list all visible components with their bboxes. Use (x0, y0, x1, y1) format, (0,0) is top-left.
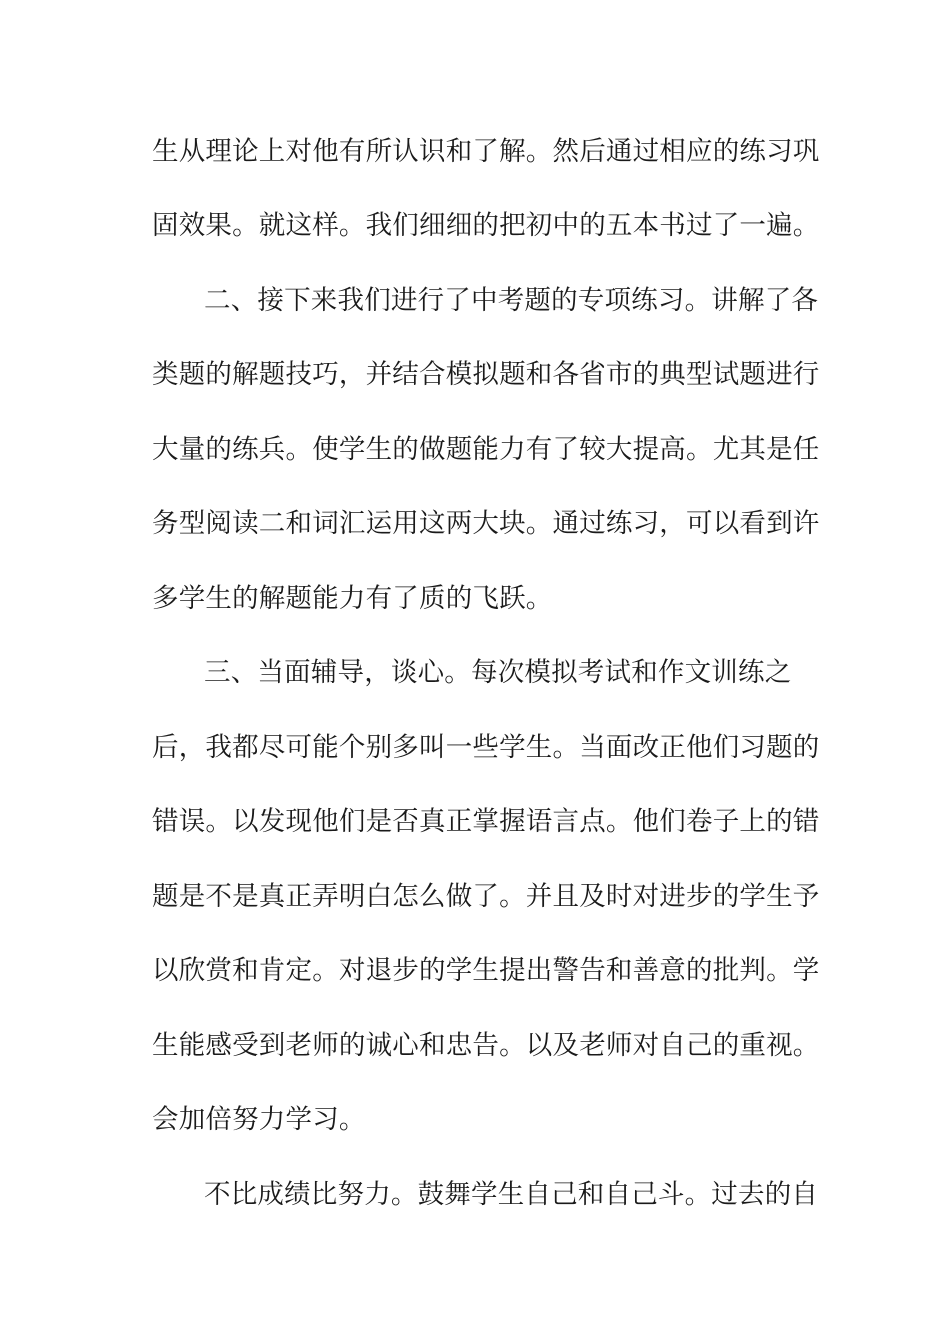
text-line: 务型阅读二和词汇运用这两大块。通过练习，可以看到许 (152, 508, 820, 539)
paragraph-start-line: 不比成绩比努力。鼓舞学生自己和自己斗。过去的自 (204, 1179, 819, 1210)
paragraph-start-line: 二、接下来我们进行了中考题的专项练习。讲解了各 (204, 285, 819, 316)
paragraph-start-line: 三、当面辅导，谈心。每次模拟考试和作文训练之 (204, 657, 792, 688)
text-line: 错误。以发现他们是否真正掌握语言点。他们卷子上的错 (152, 806, 820, 837)
text-line: 后，我都尽可能个别多叫一些学生。当面改正他们习题的 (152, 732, 820, 763)
text-line: 会加倍努力学习。 (152, 1104, 366, 1135)
text-line: 类题的解题技巧，并结合模拟题和各省市的典型试题进行 (152, 359, 820, 390)
text-line: 题是不是真正弄明白怎么做了。并且及时对进步的学生予 (152, 881, 820, 912)
text-line: 以欣赏和肯定。对退步的学生提出警告和善意的批判。学 (152, 955, 820, 986)
text-line: 生能感受到老师的诚心和忠告。以及老师对自己的重视。 (152, 1030, 820, 1061)
text-line: 固效果。就这样。我们细细的把初中的五本书过了一遍。 (152, 210, 820, 241)
text-line: 生从理论上对他有所认识和了解。然后通过相应的练习巩 (152, 136, 820, 167)
text-line: 多学生的解题能力有了质的飞跃。 (152, 583, 553, 614)
text-line: 大量的练兵。使学生的做题能力有了较大提高。尤其是任 (152, 434, 820, 465)
